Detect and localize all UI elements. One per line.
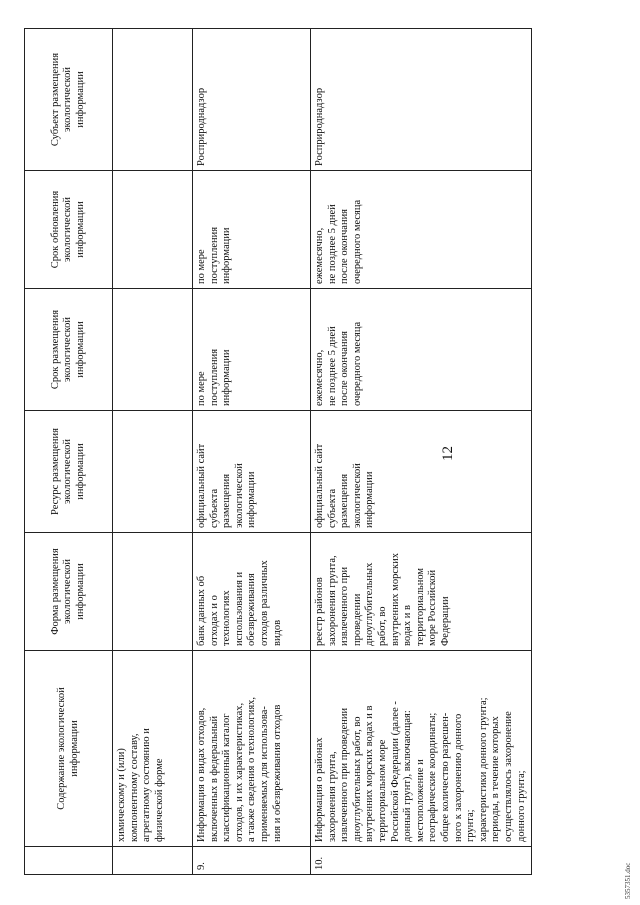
row-resource: официальный сайт субъекта размещения экологической информации xyxy=(193,411,311,533)
row-update-term: по мере поступления информации xyxy=(193,171,311,289)
row-form: банк данных об отходах и о технологиях использования и обезвреживания отходов различных видов xyxy=(193,533,311,651)
row-content: Информация о видах отходов, включенных в федеральный классификационный каталог отходов, и их характеристиках, а также сведения о технологиях, применяемых для использова- ния и обезвреживания отходов xyxy=(193,651,311,847)
row-placement-term: ежемесячно, не позднее 5 дней после окончания очередного месяца xyxy=(311,289,532,411)
row-form xyxy=(113,533,193,651)
column-header-resource: Ресурс размещения экологической информации xyxy=(25,411,113,533)
row-update-term xyxy=(113,171,193,289)
row-update-term: ежемесячно, не позднее 5 дней после окончания очередного месяца xyxy=(311,171,532,289)
column-header-update-term: Срок обновления экологической информации xyxy=(25,171,113,289)
column-header-placement-term: Срок размещения экологической информации xyxy=(25,289,113,411)
table-row xyxy=(113,29,193,875)
row-number: 10. xyxy=(311,847,532,875)
row-subject xyxy=(113,29,193,171)
row-placement-term xyxy=(113,289,193,411)
row-resource xyxy=(113,411,193,533)
row-form: реестр районов захоронения грунта, извлеченного при проведении дноуглубительных работ, во внутренних морских водах и в территориальном море Российской Федерации xyxy=(311,533,532,651)
row-content: химическому и (или) компонентному составу, агрегатному состоянию и физической форме xyxy=(113,651,193,847)
row-number: 9. xyxy=(193,847,311,875)
table-row xyxy=(193,29,311,875)
row-subject: Росприроднадзор xyxy=(193,29,311,171)
row-subject: Росприроднадзор xyxy=(311,29,532,171)
environmental-info-table xyxy=(24,28,532,875)
table-row xyxy=(311,29,532,875)
document-reference: 5357351.doc xyxy=(624,862,632,899)
row-number xyxy=(113,847,193,875)
row-content: Информация о районах захоронения грунта, извлеченного при проведении дноуглубительных работ, во внутренних морских водах и в территориальном море Российской Федерации (далее - донный грунт), включающая: местоположение и географические координаты; общее количество разрешен- ного к захоронению донного грунта; характеристики донного грунта; периоды, в течение которых осуществлялось захоронение донного грунта; xyxy=(311,651,532,847)
column-header-number xyxy=(25,847,113,875)
page-number: 12 xyxy=(440,446,456,461)
column-header-form: Форма размещения экологической информации xyxy=(25,533,113,651)
column-header-content: Содержание экологической информации xyxy=(25,651,113,847)
row-placement-term: по мере поступления информации xyxy=(193,289,311,411)
row-resource: официальный сайт субъекта размещения экологической информации xyxy=(311,411,532,533)
table-header-row xyxy=(25,29,113,875)
column-header-subject: Субъект размещения экологической информации xyxy=(25,29,113,171)
